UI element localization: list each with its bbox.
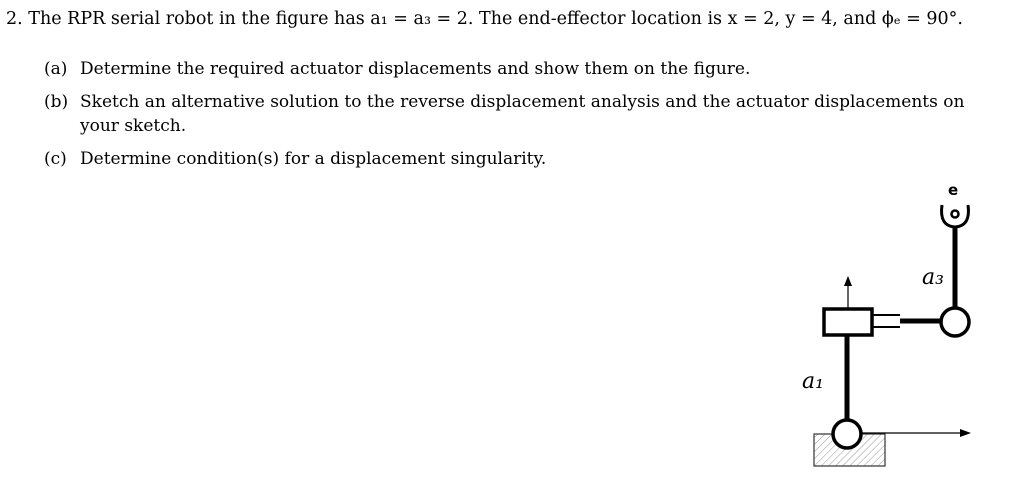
part-b-label: (b)	[44, 92, 69, 112]
end-effector-label: e	[948, 181, 959, 199]
part-b-text-line2: your sketch.	[80, 116, 187, 136]
a3-label: a₃	[922, 265, 944, 290]
a1-label: a₁	[802, 369, 824, 394]
x-axis-arrowhead	[960, 429, 971, 437]
part-c-text: Determine condition(s) for a displacement singularity.	[80, 149, 547, 169]
part-a-label: (a)	[44, 59, 68, 79]
part-b-text-line1: Sketch an alternative solution to the reverse displacement analysis and the actuator displacements on	[80, 92, 965, 112]
distal-revolute-joint	[941, 308, 969, 336]
gripper-pin	[952, 211, 959, 218]
part-c-label: (c)	[44, 149, 67, 169]
problem-number: 2.	[6, 9, 23, 29]
part-a-text: Determine the required actuator displacements and show them on the figure.	[80, 59, 751, 79]
y-axis-arrowhead	[844, 276, 852, 286]
prismatic-housing	[824, 309, 872, 335]
problem-text: The RPR serial robot in the figure has a₁ = a₃ = 2. The end-effector location is x = 2, y = 4, and ϕₑ = 90°.	[28, 9, 963, 29]
base-revolute-joint	[833, 420, 861, 448]
